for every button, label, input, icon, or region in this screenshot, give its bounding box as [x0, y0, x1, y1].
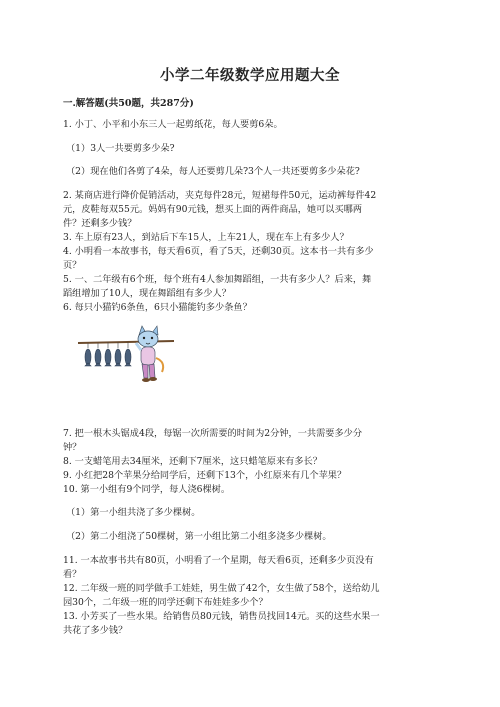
problem-2-line-2: 元，皮鞋每双55元。妈妈有90元钱，想买上面的两件商品，她可以买哪两: [63, 204, 363, 215]
problem-2-line-1: 2. 某商店进行降价促销活动，夹克每件28元，短裙每件50元，运动裤每件42: [63, 190, 377, 201]
problem-3: 3. 车上原有23人，到站后下车15人，上车21人，现在车上有多少人？: [63, 232, 349, 243]
page-title: 小学二年级数学应用题大全: [160, 67, 340, 84]
problem-1-part-1: （1）3人一共要剪多少朵?: [66, 143, 175, 154]
problem-13-line-2: 共花了多少钱？: [63, 625, 128, 636]
cat-carrying-fish-illustration: [76, 322, 180, 392]
problem-12-line-1: 12. 二年级一班的同学做手工娃娃，男生做了42个，女生做了58个，送给幼儿: [63, 583, 380, 594]
problem-12-line-2: 园30个，二年级一班的同学还剩下布娃娃多少个？: [63, 597, 268, 608]
problem-7-line-1: 7. 把一根木头锯成4段，每锯一次所需要的时间为2分钟，一共需要多少分: [63, 428, 363, 439]
problem-2-line-3: 件？还剩多少钱？: [63, 218, 137, 229]
problem-9: 9. 小红把28个苹果分给同学后，还剩下13个，小红原来有几个苹果？: [63, 470, 347, 481]
problem-7-line-2: 钟？: [63, 442, 82, 453]
problem-1: 1. 小丁、小平和小东三人一起剪纸花，每人要剪6朵。: [63, 119, 283, 130]
problem-8: 8. 一支蜡笔用去34厘米，还剩下7厘米，这只蜡笔原来有多长？: [63, 456, 322, 467]
problem-1-part-2: （2）现在他们各剪了4朵，每人还要剪几朵?3个人一共还要剪多少朵花?: [66, 166, 360, 177]
problem-13-line-1: 13. 小芳买了一些水果。给销售员80元钱，销售员找回14元。买的这些水果一: [63, 611, 380, 622]
problem-10: 10. 第一小组有9个同学，每人浇6棵树。: [63, 484, 231, 495]
problem-10-part-2: （2）第二小组浇了50棵树，第一小组比第二小组多浇多少棵树。: [66, 531, 332, 542]
problem-6: 6. 每只小猫钓6条鱼，6只小猫能钓多少条鱼？: [63, 302, 252, 313]
problem-5-line-1: 5. 一、二年级有6个班，每个班有4人参加舞蹈组，一共有多少人？后来，舞: [63, 274, 372, 285]
problem-10-part-1: （1）第一小组共浇了多少棵树。: [66, 507, 201, 518]
problem-5-line-2: 蹈组增加了10人，现在舞蹈组有多少人？: [63, 288, 231, 299]
problem-11-line-1: 11. 一本故事书共有80页，小明看了一个星期，每天看6页，还剩多少页没有: [63, 555, 374, 566]
problem-4-line-1: 4. 小明看一本故事书，每天看6页，看了5天，还剩30页。这本书一共有多少: [63, 246, 374, 257]
section-heading: 一.解答题(共50题，共287分): [63, 98, 194, 109]
problem-4-line-2: 页？: [63, 260, 82, 271]
problem-11-line-2: 看？: [63, 569, 82, 580]
